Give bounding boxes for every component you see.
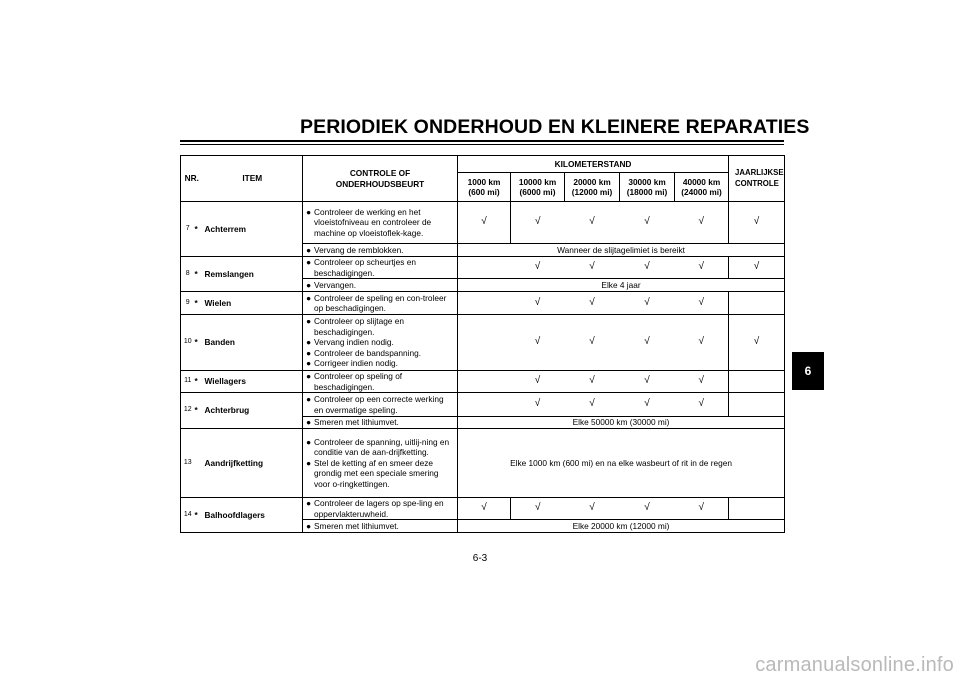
control-bullet-item	[305, 371, 455, 392]
check-mark: √	[565, 393, 620, 417]
row-asterisk: *	[195, 393, 203, 429]
row-number: 12	[181, 393, 195, 429]
check-mark: √	[620, 371, 675, 393]
table-row	[181, 202, 785, 244]
row-asterisk: *	[195, 292, 203, 315]
header-kilometerstand: KILOMETERSTAND	[458, 156, 729, 173]
control-bullet-item	[305, 293, 455, 314]
interval-text: Elke 4 jaar	[458, 279, 785, 292]
check-mark: √	[620, 292, 675, 315]
chapter-tab: 6	[792, 352, 824, 390]
table-row	[181, 257, 785, 279]
row-number: 11	[181, 371, 195, 393]
check-mark: √	[511, 292, 565, 315]
check-mark: √	[511, 371, 565, 393]
row-asterisk: *	[195, 371, 203, 393]
row-asterisk: *	[195, 315, 203, 371]
bullet-icon: ●	[306, 498, 312, 509]
row-item: Achterrem	[203, 202, 303, 257]
header-mi-value: (18000 mi)	[626, 187, 668, 197]
check-mark: √	[565, 257, 620, 279]
row-asterisk: *	[195, 498, 203, 533]
interval-text: Elke 50000 km (30000 mi)	[458, 417, 785, 429]
control-text: Stel de ketting af en smeer deze grondig met een speciale smering voor o-ringkettingen.	[314, 457, 439, 489]
row-item: Balhoofdlagers	[203, 498, 303, 533]
bullet-icon: ●	[306, 279, 312, 290]
header-km-4	[675, 173, 729, 202]
empty-cell	[458, 315, 511, 371]
row-control	[303, 279, 458, 292]
table-row	[181, 292, 785, 315]
empty-cell	[458, 292, 511, 315]
bullet-icon: ●	[306, 520, 312, 531]
check-mark: √	[675, 498, 729, 520]
row-number: 13	[181, 429, 195, 498]
check-mark: √	[675, 371, 729, 393]
header-km-0	[458, 173, 511, 202]
control-bullet-item	[305, 498, 455, 519]
page-number: 6-3	[472, 553, 488, 564]
bullet-icon: ●	[306, 316, 312, 327]
title-underline-thin	[180, 144, 784, 145]
table-row	[181, 371, 785, 393]
header-km-value: 20000 km	[573, 176, 611, 187]
control-bullet-item	[305, 207, 455, 238]
empty-cell	[729, 393, 785, 417]
control-bullet-item	[305, 358, 455, 368]
check-mark: √	[675, 315, 729, 371]
row-item: Remslangen	[203, 257, 303, 292]
check-mark: √	[458, 202, 511, 244]
check-mark: √	[511, 393, 565, 417]
header-annual: JAARLIJKSE CONTROLE	[729, 156, 785, 202]
row-asterisk: *	[195, 202, 203, 257]
empty-cell	[458, 257, 511, 279]
header-km-value: 1000 km	[467, 176, 501, 187]
control-text: Corrigeer indien nodig.	[314, 358, 398, 369]
table-row	[181, 315, 785, 371]
row-control	[303, 292, 458, 315]
control-text: Controleer op een correcte werking en overmatige speling.	[314, 394, 444, 415]
bullet-icon: ●	[306, 417, 312, 428]
interval-text: Wanneer de slijtagelimiet is bereikt	[458, 244, 785, 257]
row-item: Achterbrug	[203, 393, 303, 429]
row-control	[303, 498, 458, 520]
control-bullet-item	[305, 257, 455, 278]
check-mark: √	[729, 315, 785, 371]
header-mi-value: (6000 mi)	[519, 187, 556, 197]
row-number: 7	[181, 202, 195, 257]
control-text: Smeren met lithiumvet.	[314, 417, 399, 428]
control-text: Vervang de remblokken.	[314, 244, 404, 255]
row-item: Aandrijfketting	[203, 429, 303, 498]
header-km-1	[511, 173, 565, 202]
row-item: Banden	[203, 315, 303, 371]
header-mi-value: (600 mi)	[468, 187, 500, 197]
header-km-2	[565, 173, 620, 202]
bullet-icon: ●	[306, 244, 312, 255]
control-text: Controleer de lagers op spe-ling en oppervlakteruwheid.	[314, 498, 444, 519]
check-mark: √	[565, 498, 620, 520]
control-bullet-item	[305, 521, 455, 531]
empty-cell	[729, 498, 785, 520]
row-number: 10	[181, 315, 195, 371]
check-mark: √	[511, 315, 565, 371]
control-bullet-item	[305, 245, 455, 255]
control-bullet-item	[305, 394, 455, 415]
header-km-value: 10000 km	[518, 176, 557, 187]
control-text: Controleer op speling of beschadigingen.	[314, 371, 403, 392]
header-km-value: 40000 km	[682, 176, 721, 187]
row-control	[303, 202, 458, 244]
bullet-icon: ●	[306, 457, 312, 468]
check-mark: √	[565, 202, 620, 244]
table-row	[181, 429, 785, 498]
row-control	[303, 315, 458, 371]
check-mark: √	[729, 202, 785, 244]
check-mark: √	[675, 257, 729, 279]
check-mark: √	[565, 292, 620, 315]
control-bullet-item	[305, 458, 455, 489]
control-text: Vervang indien nodig.	[314, 337, 394, 348]
bullet-icon: ●	[306, 358, 312, 369]
empty-cell	[729, 292, 785, 315]
control-text: Smeren met lithiumvet.	[314, 520, 399, 531]
empty-cell	[458, 393, 511, 417]
check-mark: √	[511, 202, 565, 244]
control-bullet-item	[305, 316, 455, 337]
header-mi-value: (24000 mi)	[681, 187, 722, 197]
check-mark: √	[620, 315, 675, 371]
bullet-icon: ●	[306, 371, 312, 382]
header-mi-value: (12000 mi)	[571, 187, 613, 197]
bullet-icon: ●	[306, 436, 312, 447]
row-control	[303, 417, 458, 429]
interval-text: Elke 20000 km (12000 mi)	[458, 520, 785, 533]
empty-cell	[729, 371, 785, 393]
header-km-3	[620, 173, 675, 202]
bullet-icon: ●	[306, 347, 312, 358]
check-mark: √	[675, 202, 729, 244]
control-text: Vervangen.	[314, 279, 356, 290]
row-item: Wiellagers	[203, 371, 303, 393]
control-text: Controleer op slijtage en beschadigingen.	[314, 316, 404, 337]
row-item: Wielen	[203, 292, 303, 315]
control-text: Controleer op scheurtjes en beschadigingen.	[314, 257, 416, 278]
check-mark: √	[620, 257, 675, 279]
row-control	[303, 520, 458, 533]
check-mark: √	[565, 371, 620, 393]
control-bullet-item	[305, 280, 455, 290]
row-number: 9	[181, 292, 195, 315]
control-text: Controleer de speling en con-troleer op beschadigingen.	[314, 292, 447, 313]
bullet-icon: ●	[306, 337, 312, 348]
check-mark: √	[675, 292, 729, 315]
header-item: ITEM	[203, 156, 303, 202]
header-km-value: 30000 km	[628, 176, 666, 187]
row-number: 14	[181, 498, 195, 533]
check-mark: √	[620, 202, 675, 244]
table-row	[181, 498, 785, 520]
row-number: 8	[181, 257, 195, 292]
check-mark: √	[458, 498, 511, 520]
check-mark: √	[729, 257, 785, 279]
check-mark: √	[511, 498, 565, 520]
control-bullet-item	[305, 337, 455, 347]
check-mark: √	[565, 315, 620, 371]
row-control	[303, 429, 458, 498]
bullet-icon: ●	[306, 206, 312, 217]
row-asterisk	[195, 429, 203, 498]
check-mark: √	[620, 393, 675, 417]
control-bullet-item	[305, 417, 455, 427]
bullet-icon: ●	[306, 394, 312, 405]
control-text: Controleer de spanning, uitlij-ning en conditie van de aan-drijfketting.	[314, 436, 450, 458]
check-mark: √	[620, 498, 675, 520]
page-title: PERIODIEK ONDERHOUD EN KLEINERE REPARATIES	[300, 116, 810, 138]
row-asterisk: *	[195, 257, 203, 292]
control-bullet-item	[305, 437, 455, 458]
header-nr: NR.	[181, 156, 203, 202]
bullet-icon: ●	[306, 257, 312, 268]
interval-text: Elke 1000 km (600 mi) en na elke wasbeurt of rit in de regen	[458, 429, 785, 498]
control-bullet-item	[305, 348, 455, 358]
check-mark: √	[675, 393, 729, 417]
control-text: Controleer de bandspanning.	[314, 347, 422, 358]
watermark: carmanualsonline.info	[755, 654, 954, 676]
control-text: Controleer de werking en het vloeistofniveau en controleer de machine op vloeistoflek-kage.	[314, 206, 432, 238]
title-underline	[180, 140, 784, 142]
maintenance-table	[180, 155, 785, 533]
header-control: CONTROLE OF ONDERHOUDSBEURT	[303, 156, 458, 202]
row-control	[303, 393, 458, 417]
empty-cell	[458, 371, 511, 393]
bullet-icon: ●	[306, 292, 312, 303]
row-control	[303, 244, 458, 257]
table-row	[181, 393, 785, 417]
check-mark: √	[511, 257, 565, 279]
row-control	[303, 371, 458, 393]
row-control	[303, 257, 458, 279]
